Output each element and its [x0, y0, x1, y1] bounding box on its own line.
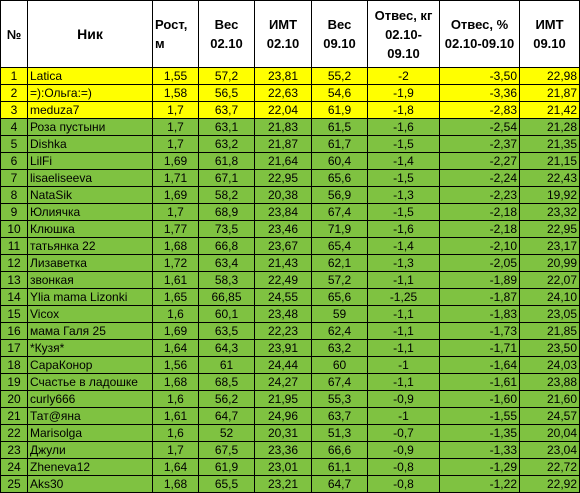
cell-weight-start: 60,1: [199, 306, 255, 323]
cell-weight-end: 59: [312, 306, 368, 323]
cell-num: 11: [1, 238, 28, 255]
cell-loss-kg: -1,1: [368, 306, 440, 323]
cell-weight-start: 57,2: [199, 68, 255, 85]
cell-num: 21: [1, 408, 28, 425]
cell-bmi-start: 22,04: [255, 102, 312, 119]
cell-weight-start: 63,7: [199, 102, 255, 119]
cell-height: 1,72: [153, 255, 199, 272]
cell-num: 3: [1, 102, 28, 119]
header-num: №: [1, 1, 28, 68]
cell-num: 8: [1, 187, 28, 204]
table-row: [1, 238, 580, 255]
cell-bmi-end: 20,99: [520, 255, 580, 272]
cell-nick: Dishka: [28, 136, 153, 153]
cell-nick: Vicox: [28, 306, 153, 323]
header-loss-kg: Отвес, кг 02.10-09.10: [368, 1, 440, 68]
cell-weight-start: 61: [199, 357, 255, 374]
table-row: [1, 85, 580, 102]
cell-height: 1,77: [153, 221, 199, 238]
cell-nick: Latica: [28, 68, 153, 85]
cell-num: 2: [1, 85, 28, 102]
table-row: [1, 425, 580, 442]
cell-num: 22: [1, 425, 28, 442]
cell-height: 1,68: [153, 476, 199, 493]
cell-loss-kg: -1: [368, 357, 440, 374]
cell-bmi-end: 21,85: [520, 323, 580, 340]
cell-bmi-end: 22,07: [520, 272, 580, 289]
cell-bmi-end: 21,60: [520, 391, 580, 408]
cell-num: 24: [1, 459, 28, 476]
table-row: [1, 255, 580, 272]
table-row: [1, 68, 580, 85]
cell-loss-kg: -1,25: [368, 289, 440, 306]
table-row: [1, 119, 580, 136]
cell-weight-start: 58,3: [199, 272, 255, 289]
cell-weight-start: 63,4: [199, 255, 255, 272]
cell-bmi-end: 20,04: [520, 425, 580, 442]
cell-loss-pct: -2,23: [440, 187, 520, 204]
cell-height: 1,69: [153, 153, 199, 170]
cell-nick: татьянка 22: [28, 238, 153, 255]
cell-bmi-start: 20,31: [255, 425, 312, 442]
table-row: [1, 391, 580, 408]
cell-weight-start: 65,5: [199, 476, 255, 493]
cell-weight-start: 61,9: [199, 459, 255, 476]
cell-height: 1,65: [153, 289, 199, 306]
cell-height: 1,7: [153, 136, 199, 153]
cell-height: 1,61: [153, 408, 199, 425]
cell-bmi-end: 21,15: [520, 153, 580, 170]
cell-weight-end: 54,6: [312, 85, 368, 102]
cell-weight-start: 56,5: [199, 85, 255, 102]
cell-nick: Zheneva12: [28, 459, 153, 476]
cell-num: 18: [1, 357, 28, 374]
cell-bmi-start: 21,87: [255, 136, 312, 153]
cell-num: 14: [1, 289, 28, 306]
header-weight-start: Вес 02.10: [199, 1, 255, 68]
cell-nick: Клюшка: [28, 221, 153, 238]
cell-bmi-start: 24,44: [255, 357, 312, 374]
table-row: [1, 102, 580, 119]
cell-loss-kg: -1,1: [368, 323, 440, 340]
cell-loss-pct: -2,10: [440, 238, 520, 255]
cell-nick: Юлиячка: [28, 204, 153, 221]
cell-loss-kg: -1,4: [368, 238, 440, 255]
cell-loss-pct: -1,64: [440, 357, 520, 374]
cell-bmi-end: 23,88: [520, 374, 580, 391]
table-body: [1, 68, 580, 493]
cell-nick: lisaeliseeva: [28, 170, 153, 187]
table-row: [1, 476, 580, 493]
cell-bmi-start: 23,21: [255, 476, 312, 493]
cell-num: 23: [1, 442, 28, 459]
cell-weight-start: 68,9: [199, 204, 255, 221]
cell-nick: Ylia mama Lizonki: [28, 289, 153, 306]
cell-loss-kg: -0,9: [368, 391, 440, 408]
cell-bmi-end: 22,43: [520, 170, 580, 187]
header-row: [1, 1, 580, 68]
cell-weight-end: 57,2: [312, 272, 368, 289]
table-row: [1, 272, 580, 289]
cell-bmi-end: 22,95: [520, 221, 580, 238]
cell-weight-end: 67,4: [312, 204, 368, 221]
cell-weight-start: 64,7: [199, 408, 255, 425]
header-bmi-start: ИМТ 02.10: [255, 1, 312, 68]
cell-weight-start: 68,5: [199, 374, 255, 391]
cell-nick: LilFi: [28, 153, 153, 170]
table-row: [1, 408, 580, 425]
cell-bmi-start: 23,84: [255, 204, 312, 221]
cell-height: 1,6: [153, 425, 199, 442]
cell-height: 1,6: [153, 391, 199, 408]
cell-loss-pct: -2,24: [440, 170, 520, 187]
cell-weight-end: 61,9: [312, 102, 368, 119]
cell-bmi-end: 21,87: [520, 85, 580, 102]
cell-height: 1,7: [153, 442, 199, 459]
cell-bmi-start: 22,63: [255, 85, 312, 102]
cell-loss-kg: -1,5: [368, 204, 440, 221]
cell-height: 1,69: [153, 323, 199, 340]
cell-height: 1,61: [153, 272, 199, 289]
cell-loss-kg: -0,8: [368, 476, 440, 493]
cell-weight-start: 63,5: [199, 323, 255, 340]
cell-bmi-start: 21,64: [255, 153, 312, 170]
cell-bmi-start: 23,36: [255, 442, 312, 459]
cell-loss-pct: -1,87: [440, 289, 520, 306]
cell-bmi-end: 22,98: [520, 68, 580, 85]
cell-height: 1,55: [153, 68, 199, 85]
cell-num: 20: [1, 391, 28, 408]
table-row: [1, 340, 580, 357]
cell-bmi-start: 21,83: [255, 119, 312, 136]
cell-num: 7: [1, 170, 28, 187]
cell-num: 1: [1, 68, 28, 85]
cell-bmi-end: 23,05: [520, 306, 580, 323]
cell-bmi-start: 24,55: [255, 289, 312, 306]
cell-bmi-end: 24,10: [520, 289, 580, 306]
cell-loss-pct: -1,33: [440, 442, 520, 459]
cell-num: 13: [1, 272, 28, 289]
cell-weight-start: 63,2: [199, 136, 255, 153]
cell-weight-end: 67,4: [312, 374, 368, 391]
cell-loss-pct: -2,05: [440, 255, 520, 272]
cell-weight-start: 58,2: [199, 187, 255, 204]
cell-loss-kg: -1,3: [368, 255, 440, 272]
cell-loss-pct: -2,18: [440, 221, 520, 238]
cell-bmi-start: 22,95: [255, 170, 312, 187]
cell-bmi-start: 22,49: [255, 272, 312, 289]
cell-bmi-start: 21,43: [255, 255, 312, 272]
table-row: [1, 357, 580, 374]
cell-weight-end: 65,6: [312, 289, 368, 306]
cell-loss-kg: -1,8: [368, 102, 440, 119]
cell-weight-end: 60,4: [312, 153, 368, 170]
cell-height: 1,69: [153, 187, 199, 204]
cell-loss-pct: -1,83: [440, 306, 520, 323]
cell-height: 1,64: [153, 459, 199, 476]
cell-nick: curly666: [28, 391, 153, 408]
cell-loss-kg: -1,1: [368, 272, 440, 289]
cell-num: 5: [1, 136, 28, 153]
cell-loss-pct: -1,35: [440, 425, 520, 442]
cell-nick: *Кузя*: [28, 340, 153, 357]
cell-weight-end: 56,9: [312, 187, 368, 204]
cell-nick: Marisolga: [28, 425, 153, 442]
header-height: Рост, м: [153, 1, 199, 68]
cell-loss-pct: -2,37: [440, 136, 520, 153]
cell-num: 9: [1, 204, 28, 221]
cell-weight-end: 65,6: [312, 170, 368, 187]
cell-loss-kg: -0,8: [368, 459, 440, 476]
cell-bmi-start: 23,48: [255, 306, 312, 323]
table-row: [1, 170, 580, 187]
cell-nick: Роза пустыни: [28, 119, 153, 136]
header-weight-end: Вес 09.10: [312, 1, 368, 68]
cell-num: 10: [1, 221, 28, 238]
cell-height: 1,7: [153, 102, 199, 119]
cell-loss-pct: -1,71: [440, 340, 520, 357]
cell-loss-pct: -2,83: [440, 102, 520, 119]
cell-nick: NataSik: [28, 187, 153, 204]
cell-weight-end: 65,4: [312, 238, 368, 255]
cell-height: 1,58: [153, 85, 199, 102]
table-row: [1, 459, 580, 476]
cell-bmi-start: 24,96: [255, 408, 312, 425]
cell-loss-kg: -2: [368, 68, 440, 85]
cell-weight-start: 66,85: [199, 289, 255, 306]
cell-num: 12: [1, 255, 28, 272]
cell-loss-pct: -2,27: [440, 153, 520, 170]
cell-weight-end: 61,1: [312, 459, 368, 476]
cell-bmi-end: 24,57: [520, 408, 580, 425]
cell-bmi-start: 22,23: [255, 323, 312, 340]
table-row: [1, 187, 580, 204]
cell-weight-start: 56,2: [199, 391, 255, 408]
cell-loss-kg: -1,5: [368, 136, 440, 153]
cell-loss-pct: -1,89: [440, 272, 520, 289]
cell-weight-end: 61,7: [312, 136, 368, 153]
cell-loss-kg: -1,4: [368, 153, 440, 170]
cell-weight-end: 55,3: [312, 391, 368, 408]
cell-weight-end: 71,9: [312, 221, 368, 238]
cell-bmi-start: 23,67: [255, 238, 312, 255]
cell-nick: Счастье в ладошке: [28, 374, 153, 391]
cell-nick: СараКонор: [28, 357, 153, 374]
cell-weight-end: 63,2: [312, 340, 368, 357]
cell-bmi-end: 23,17: [520, 238, 580, 255]
cell-nick: Джули: [28, 442, 153, 459]
cell-loss-kg: -1,9: [368, 85, 440, 102]
cell-nick: Тат@яна: [28, 408, 153, 425]
cell-weight-start: 67,1: [199, 170, 255, 187]
cell-loss-pct: -1,55: [440, 408, 520, 425]
cell-weight-start: 67,5: [199, 442, 255, 459]
cell-weight-start: 64,3: [199, 340, 255, 357]
cell-num: 15: [1, 306, 28, 323]
cell-bmi-end: 23,04: [520, 442, 580, 459]
cell-nick: Лизаветка: [28, 255, 153, 272]
cell-bmi-start: 23,46: [255, 221, 312, 238]
cell-loss-kg: -0,9: [368, 442, 440, 459]
cell-nick: мама Галя 25: [28, 323, 153, 340]
cell-nick: звонкая: [28, 272, 153, 289]
cell-weight-start: 61,8: [199, 153, 255, 170]
cell-loss-pct: -1,61: [440, 374, 520, 391]
table-row: [1, 136, 580, 153]
table-row: [1, 442, 580, 459]
cell-height: 1,68: [153, 238, 199, 255]
table-row: [1, 221, 580, 238]
cell-num: 19: [1, 374, 28, 391]
cell-weight-end: 62,4: [312, 323, 368, 340]
table-row: [1, 153, 580, 170]
cell-weight-end: 60: [312, 357, 368, 374]
cell-weight-end: 51,3: [312, 425, 368, 442]
cell-weight-start: 73,5: [199, 221, 255, 238]
cell-bmi-start: 23,81: [255, 68, 312, 85]
cell-bmi-end: 21,42: [520, 102, 580, 119]
cell-bmi-end: 22,72: [520, 459, 580, 476]
cell-height: 1,7: [153, 204, 199, 221]
cell-bmi-end: 22,92: [520, 476, 580, 493]
cell-bmi-end: 23,32: [520, 204, 580, 221]
cell-loss-pct: -3,50: [440, 68, 520, 85]
cell-loss-pct: -1,29: [440, 459, 520, 476]
cell-bmi-end: 19,92: [520, 187, 580, 204]
cell-loss-kg: -1,1: [368, 374, 440, 391]
header-bmi-end: ИМТ 09.10: [520, 1, 580, 68]
cell-bmi-start: 21,95: [255, 391, 312, 408]
cell-loss-kg: -1,6: [368, 221, 440, 238]
cell-height: 1,7: [153, 119, 199, 136]
cell-weight-end: 62,1: [312, 255, 368, 272]
cell-num: 25: [1, 476, 28, 493]
table-row: [1, 323, 580, 340]
cell-loss-pct: -3,36: [440, 85, 520, 102]
cell-bmi-end: 24,03: [520, 357, 580, 374]
cell-loss-pct: -2,54: [440, 119, 520, 136]
cell-weight-end: 55,2: [312, 68, 368, 85]
cell-loss-pct: -1,22: [440, 476, 520, 493]
cell-loss-kg: -1: [368, 408, 440, 425]
table-row: [1, 289, 580, 306]
cell-bmi-start: 23,91: [255, 340, 312, 357]
cell-height: 1,6: [153, 306, 199, 323]
table-row: [1, 204, 580, 221]
cell-num: 16: [1, 323, 28, 340]
cell-height: 1,64: [153, 340, 199, 357]
cell-weight-end: 66,6: [312, 442, 368, 459]
cell-bmi-end: 21,35: [520, 136, 580, 153]
cell-loss-kg: -1,6: [368, 119, 440, 136]
cell-bmi-start: 23,01: [255, 459, 312, 476]
cell-num: 4: [1, 119, 28, 136]
cell-num: 6: [1, 153, 28, 170]
cell-height: 1,68: [153, 374, 199, 391]
cell-bmi-start: 20,38: [255, 187, 312, 204]
cell-bmi-start: 24,27: [255, 374, 312, 391]
cell-weight-end: 63,7: [312, 408, 368, 425]
cell-loss-pct: -1,73: [440, 323, 520, 340]
cell-bmi-end: 23,50: [520, 340, 580, 357]
cell-height: 1,56: [153, 357, 199, 374]
cell-loss-kg: -1,1: [368, 340, 440, 357]
table-row: [1, 374, 580, 391]
cell-bmi-end: 21,28: [520, 119, 580, 136]
cell-loss-kg: -1,5: [368, 170, 440, 187]
cell-loss-kg: -0,7: [368, 425, 440, 442]
cell-weight-start: 63,1: [199, 119, 255, 136]
cell-loss-pct: -1,60: [440, 391, 520, 408]
table-row: [1, 306, 580, 323]
header-nick: Ник: [28, 1, 153, 68]
cell-loss-kg: -1,3: [368, 187, 440, 204]
cell-weight-start: 52: [199, 425, 255, 442]
cell-weight-start: 66,8: [199, 238, 255, 255]
cell-weight-end: 61,5: [312, 119, 368, 136]
cell-nick: meduza7: [28, 102, 153, 119]
cell-height: 1,71: [153, 170, 199, 187]
cell-num: 17: [1, 340, 28, 357]
cell-nick: =):Ольга:=): [28, 85, 153, 102]
cell-loss-pct: -2,18: [440, 204, 520, 221]
header-loss-pct: Отвес, % 02.10-09.10: [440, 1, 520, 68]
cell-nick: Aks30: [28, 476, 153, 493]
cell-weight-end: 64,7: [312, 476, 368, 493]
